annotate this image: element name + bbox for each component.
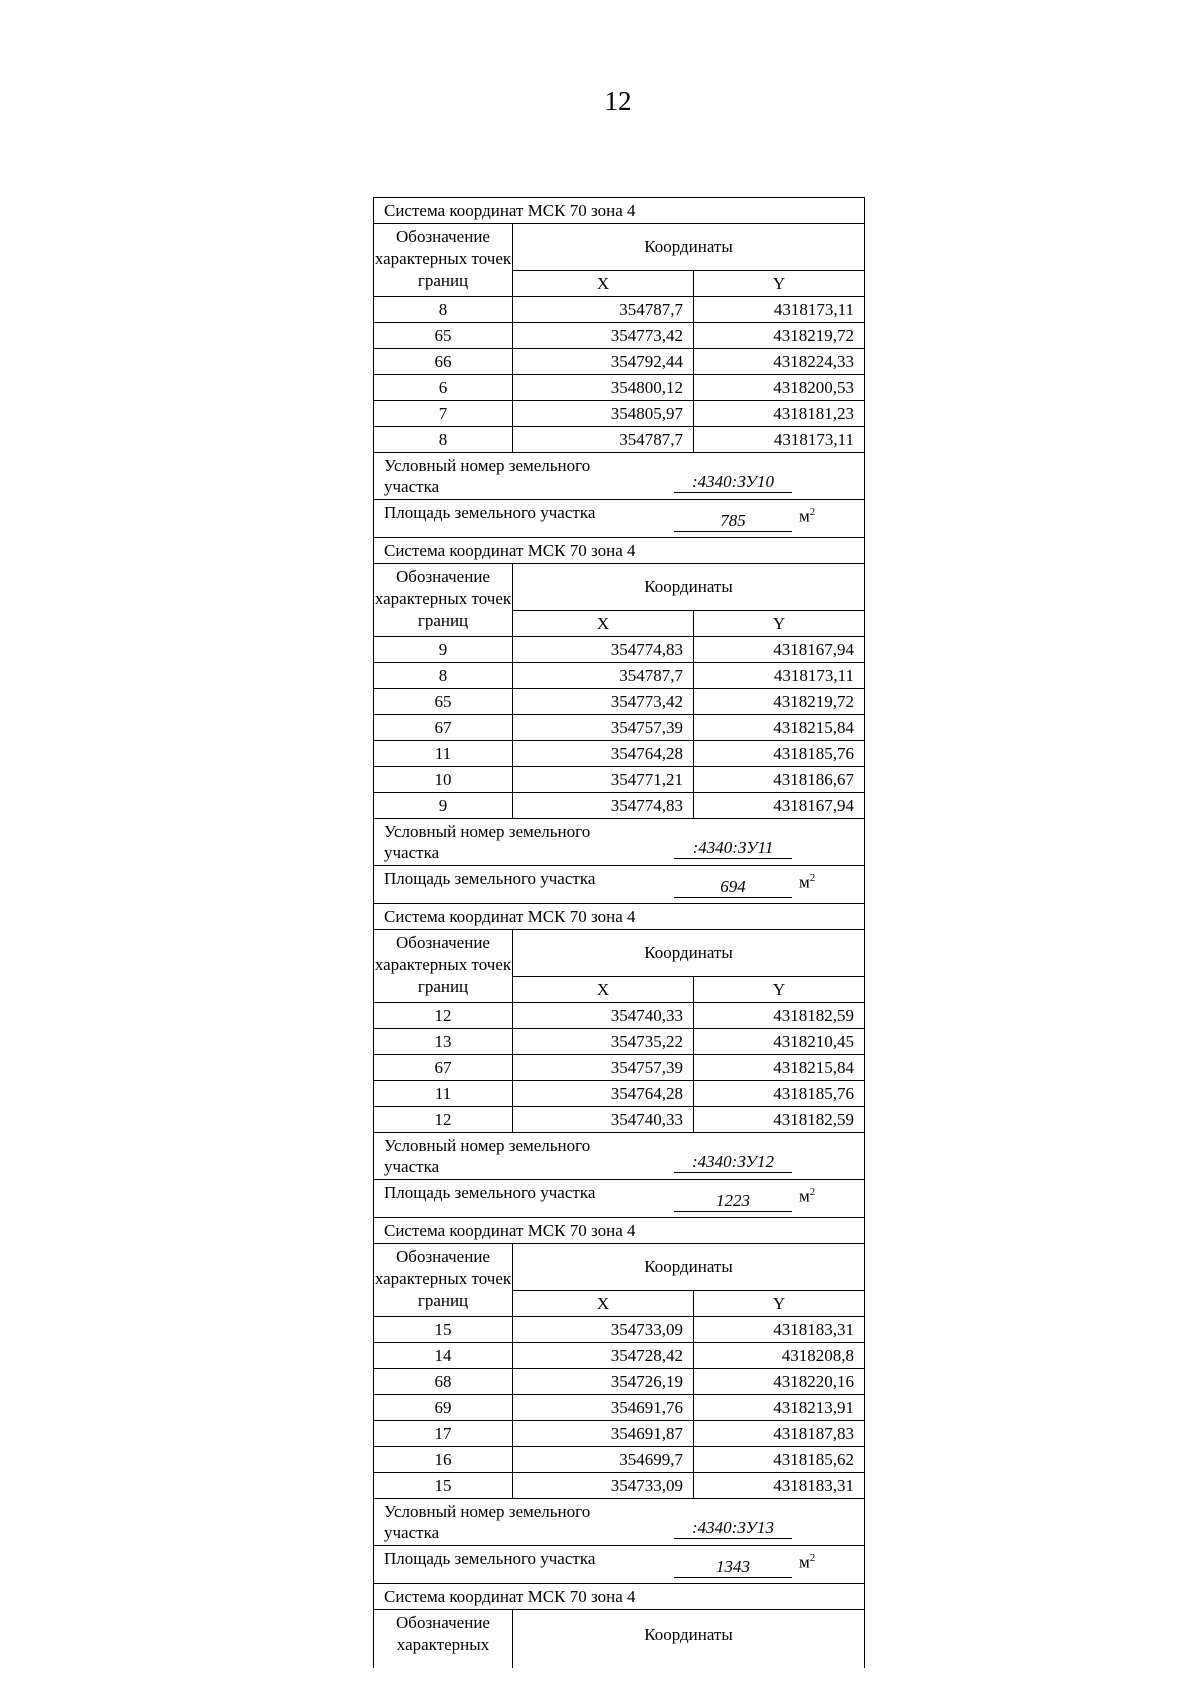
y-header: Y xyxy=(772,1294,786,1313)
table-row xyxy=(374,793,864,819)
y-header: Y xyxy=(772,614,786,633)
plot-area-row xyxy=(374,500,864,538)
y-value: 4318213,91 xyxy=(773,1398,854,1417)
y-value: 4318185,62 xyxy=(773,1450,854,1469)
y-value: 4318219,72 xyxy=(773,326,854,345)
designation-header: Обозначение характерных точек границ xyxy=(374,1244,513,1316)
plot-number-label: Условный номер земельного участка xyxy=(384,1502,591,1542)
coordinates-label: Координаты xyxy=(513,564,864,611)
designation-header: Обозначение характерных xyxy=(374,1610,513,1668)
point-number: 15 xyxy=(374,1473,513,1498)
plot-section xyxy=(374,198,864,538)
plot-area-label: Площадь земельного участка xyxy=(384,869,596,888)
plot-section xyxy=(374,904,864,1218)
table-row xyxy=(374,637,864,663)
plot-section xyxy=(374,538,864,904)
plot-number-row xyxy=(374,1499,864,1546)
point-number: 7 xyxy=(374,401,513,426)
y-value: 4318173,11 xyxy=(773,430,854,449)
x-value: 354800,12 xyxy=(513,375,694,400)
point-number: 65 xyxy=(374,323,513,348)
y-value: 4318183,31 xyxy=(773,1476,854,1495)
coordinates-document xyxy=(373,197,865,1668)
plot-number-value: :4340:ЗУ12 xyxy=(674,1152,792,1173)
x-value: 354774,83 xyxy=(513,637,694,662)
y-value: 4318187,83 xyxy=(773,1424,854,1443)
table-row xyxy=(374,401,864,427)
plot-number-row xyxy=(374,819,864,866)
table-row xyxy=(374,1107,864,1133)
table-row xyxy=(374,349,864,375)
coordinates-header xyxy=(513,1244,864,1316)
page-number: 12 xyxy=(604,86,632,116)
plot-number-label: Условный номер земельного участка xyxy=(384,456,591,496)
x-value: 354740,33 xyxy=(513,1003,694,1028)
table-row xyxy=(374,1317,864,1343)
point-number: 11 xyxy=(374,1081,513,1106)
area-unit: $м^2$ xyxy=(799,1186,816,1206)
y-value: 4318186,67 xyxy=(773,770,854,789)
point-number: 67 xyxy=(374,715,513,740)
plot-area-row xyxy=(374,1180,864,1218)
y-value: 4318182,59 xyxy=(773,1006,854,1025)
point-number: 8 xyxy=(374,297,513,322)
x-value: 354764,28 xyxy=(513,1081,694,1106)
point-number: 10 xyxy=(374,767,513,792)
xy-header xyxy=(513,977,864,1002)
coordinates-header xyxy=(513,564,864,636)
coordinate-system-title: Система координат МСК 70 зона 4 xyxy=(374,1584,864,1610)
table-row xyxy=(374,297,864,323)
table-row xyxy=(374,323,864,349)
area-unit-superscript: 2 xyxy=(809,1552,816,1564)
point-number: 9 xyxy=(374,637,513,662)
point-number: 68 xyxy=(374,1369,513,1394)
plot-area-value: 694 xyxy=(674,877,792,898)
table-row xyxy=(374,1081,864,1107)
coordinate-system-title: Система координат МСК 70 зона 4 xyxy=(374,1218,864,1244)
x-value: 354773,42 xyxy=(513,689,694,714)
point-number: 14 xyxy=(374,1343,513,1368)
coordinates-label: Координаты xyxy=(513,1244,864,1291)
plot-area-row xyxy=(374,1546,864,1584)
x-value: 354691,87 xyxy=(513,1421,694,1446)
plot-area-row xyxy=(374,866,864,904)
plot-number-label: Условный номер земельного участка xyxy=(384,822,591,862)
x-value: 354733,09 xyxy=(513,1317,694,1342)
table-row xyxy=(374,1369,864,1395)
x-value: 354728,42 xyxy=(513,1343,694,1368)
y-value: 4318185,76 xyxy=(773,1084,854,1103)
xy-header xyxy=(513,611,864,636)
y-header: Y xyxy=(772,980,786,999)
point-number: 16 xyxy=(374,1447,513,1472)
x-value: 354771,21 xyxy=(513,767,694,792)
x-value: 354787,7 xyxy=(513,427,694,452)
y-value: 4318200,53 xyxy=(773,378,854,397)
x-value: 354787,7 xyxy=(513,663,694,688)
xy-header xyxy=(513,271,864,296)
area-unit-superscript: 2 xyxy=(809,506,816,518)
plot-area-label: Площадь земельного участка xyxy=(384,1183,596,1202)
y-value: 4318220,16 xyxy=(773,1372,854,1391)
y-value: 4318183,31 xyxy=(773,1320,854,1339)
table-row xyxy=(374,375,864,401)
x-header: X xyxy=(513,271,694,296)
table-row xyxy=(374,1473,864,1499)
x-value: 354805,97 xyxy=(513,401,694,426)
table-row xyxy=(374,1055,864,1081)
x-value: 354764,28 xyxy=(513,741,694,766)
y-header: Y xyxy=(772,274,786,293)
coordinate-system-title: Система координат МСК 70 зона 4 xyxy=(374,198,864,224)
point-number: 6 xyxy=(374,375,513,400)
coordinates-header xyxy=(513,1610,864,1668)
plot-number-value: :4340:ЗУ10 xyxy=(674,472,792,493)
x-value: 354733,09 xyxy=(513,1473,694,1498)
y-value: 4318181,23 xyxy=(773,404,854,423)
point-number: 12 xyxy=(374,1107,513,1132)
x-value: 354773,42 xyxy=(513,323,694,348)
plot-area-label: Площадь земельного участка xyxy=(384,503,596,522)
coordinate-system-title: Система координат МСК 70 зона 4 xyxy=(374,904,864,930)
table-row xyxy=(374,1029,864,1055)
plot-number-row xyxy=(374,1133,864,1180)
coordinates-label: Координаты xyxy=(513,224,864,271)
point-number: 11 xyxy=(374,741,513,766)
table-header xyxy=(374,1244,864,1317)
x-value: 354787,7 xyxy=(513,297,694,322)
point-number: 69 xyxy=(374,1395,513,1420)
plot-number-value: :4340:ЗУ11 xyxy=(674,838,792,859)
table-header xyxy=(374,564,864,637)
x-value: 354726,19 xyxy=(513,1369,694,1394)
plot-area-value: 1223 xyxy=(674,1191,792,1212)
y-value: 4318215,84 xyxy=(773,1058,854,1077)
table-row xyxy=(374,1343,864,1369)
y-value: 4318215,84 xyxy=(773,718,854,737)
point-number: 17 xyxy=(374,1421,513,1446)
table-header xyxy=(374,930,864,1003)
coordinates-label: Координаты xyxy=(513,930,864,977)
point-number: 67 xyxy=(374,1055,513,1080)
plot-number-value: :4340:ЗУ13 xyxy=(674,1518,792,1539)
point-number: 66 xyxy=(374,349,513,374)
y-value: 4318173,11 xyxy=(773,666,854,685)
y-value: 4318210,45 xyxy=(773,1032,854,1051)
table-row xyxy=(374,741,864,767)
x-value: 354740,33 xyxy=(513,1107,694,1132)
y-value: 4318173,11 xyxy=(773,300,854,319)
plot-area-value: 785 xyxy=(674,511,792,532)
table-row xyxy=(374,427,864,453)
table-row xyxy=(374,767,864,793)
area-unit: $м^2$ xyxy=(799,506,816,526)
y-value: 4318167,94 xyxy=(773,796,854,815)
table-row xyxy=(374,715,864,741)
coordinate-system-title: Система координат МСК 70 зона 4 xyxy=(374,538,864,564)
area-unit-superscript: 2 xyxy=(809,1186,816,1198)
x-value: 354735,22 xyxy=(513,1029,694,1054)
table-row xyxy=(374,1395,864,1421)
area-unit: $м^2$ xyxy=(799,1552,816,1572)
designation-header: Обозначение характерных точек границ xyxy=(374,930,513,1002)
plot-number-label: Условный номер земельного участка xyxy=(384,1136,591,1176)
point-number: 15 xyxy=(374,1317,513,1342)
coordinates-header xyxy=(513,224,864,296)
plot-section xyxy=(374,1218,864,1584)
point-number: 9 xyxy=(374,793,513,818)
table-row xyxy=(374,1447,864,1473)
table-row xyxy=(374,1421,864,1447)
y-value: 4318167,94 xyxy=(773,640,854,659)
plot-number-row xyxy=(374,453,864,500)
coordinates-label: Координаты xyxy=(644,1625,733,1644)
point-number: 13 xyxy=(374,1029,513,1054)
y-value: 4318185,76 xyxy=(773,744,854,763)
area-unit-superscript: 2 xyxy=(809,872,816,884)
table-header xyxy=(374,1610,864,1668)
x-header: X xyxy=(513,611,694,636)
x-header: X xyxy=(513,977,694,1002)
table-row xyxy=(374,689,864,715)
y-value: 4318219,72 xyxy=(773,692,854,711)
table-row xyxy=(374,663,864,689)
plot-area-label: Площадь земельного участка xyxy=(384,1549,596,1568)
coordinates-header xyxy=(513,930,864,1002)
plot-area-value: 1343 xyxy=(674,1557,792,1578)
x-value: 354774,83 xyxy=(513,793,694,818)
point-number: 8 xyxy=(374,427,513,452)
point-number: 65 xyxy=(374,689,513,714)
designation-header: Обозначение характерных точек границ xyxy=(374,224,513,296)
plot-section-partial xyxy=(374,1584,864,1668)
x-value: 354757,39 xyxy=(513,1055,694,1080)
x-value: 354757,39 xyxy=(513,715,694,740)
table-row xyxy=(374,1003,864,1029)
point-number: 8 xyxy=(374,663,513,688)
x-value: 354699,7 xyxy=(513,1447,694,1472)
y-value: 4318224,33 xyxy=(773,352,854,371)
x-header: X xyxy=(513,1291,694,1316)
x-value: 354691,76 xyxy=(513,1395,694,1420)
designation-header: Обозначение характерных точек границ xyxy=(374,564,513,636)
table-header xyxy=(374,224,864,297)
area-unit: $м^2$ xyxy=(799,872,816,892)
y-value: 4318208,8 xyxy=(781,1346,854,1365)
xy-header xyxy=(513,1291,864,1316)
point-number: 12 xyxy=(374,1003,513,1028)
x-value: 354792,44 xyxy=(513,349,694,374)
y-value: 4318182,59 xyxy=(773,1110,854,1129)
